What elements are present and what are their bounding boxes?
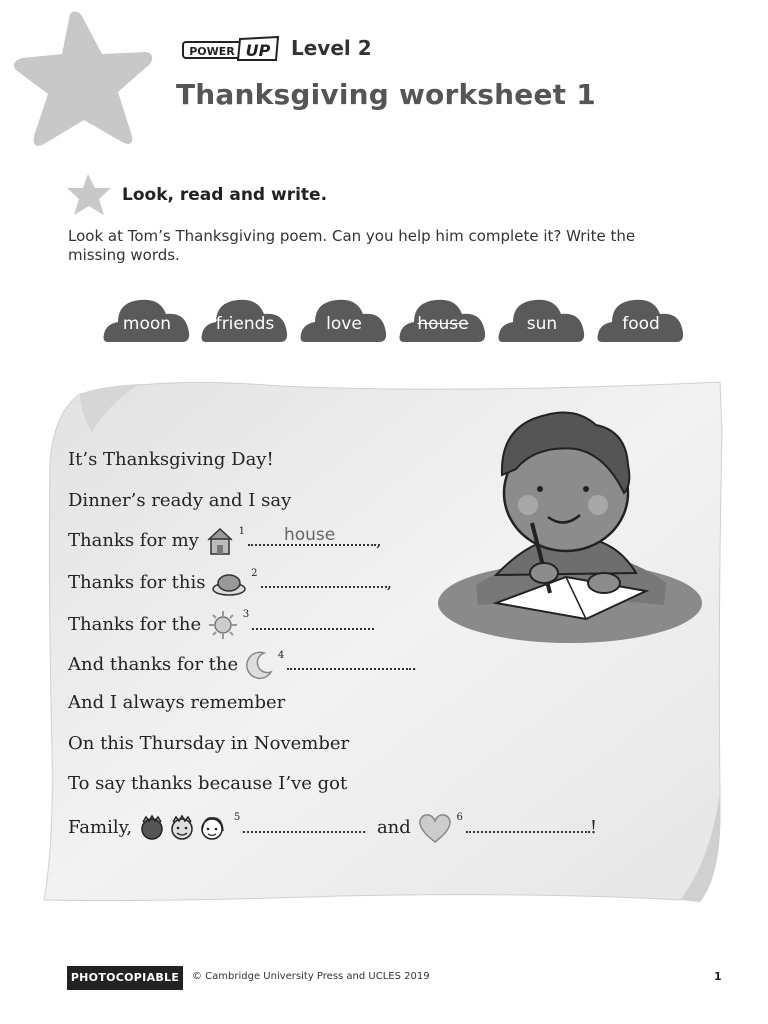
boy-writing-illustration: [436, 405, 704, 645]
poem-line-1: It’s Thanksgiving Day!: [68, 449, 274, 470]
word-friends: friends: [215, 314, 275, 334]
power-up-logo: [182, 36, 280, 62]
heart-love-icon: [417, 812, 453, 844]
blank-4[interactable]: [287, 650, 411, 670]
poem-line-5-text: Thanks for the: [68, 614, 202, 635]
poem-line-7: And I always remember: [68, 692, 286, 713]
poem-line-4-text: Thanks for this: [68, 572, 206, 593]
svg-text:UP: UP: [245, 41, 271, 60]
word-love: love: [326, 314, 362, 334]
word-cloud-food: [596, 294, 686, 344]
poem-line-10-text: Family,: [68, 817, 133, 838]
example-answer: house: [283, 525, 336, 545]
moon-icon: [244, 650, 274, 680]
blank-3[interactable]: [252, 610, 374, 630]
word-house-crossed-out: house: [417, 314, 469, 334]
turkey-food-icon: [211, 569, 247, 597]
page-title: Thanksgiving worksheet 1: [176, 78, 596, 111]
poem-line-5: Thanks for the $^3$: [68, 609, 374, 641]
word-cloud-friends: [200, 294, 290, 344]
blank-5[interactable]: [243, 813, 365, 833]
poem-line-6-text: And thanks for the: [68, 654, 239, 675]
exercise-description: Look at Tom’s Thanksgiving poem. Can you help him complete it? Write the missing words.: [68, 227, 636, 264]
word-cloud-sun: [497, 294, 587, 344]
word-moon: moon: [122, 314, 172, 334]
poem-line-8: On this Thursday in November: [68, 733, 350, 754]
page-number: 1: [714, 970, 722, 983]
poem-line-2: Dinner’s ready and I say: [68, 490, 292, 511]
word-sun: sun: [526, 314, 558, 334]
word-cloud-house: [398, 294, 488, 344]
copyright-text: © Cambridge University Press and UCLES 2019: [192, 971, 430, 982]
poem-line-6: And thanks for the $^4$ .: [68, 650, 417, 680]
poem-and: and: [376, 817, 411, 838]
level-label: Level 2: [291, 36, 372, 60]
poem-line-3-text: Thanks for my: [68, 530, 199, 551]
house-icon: [205, 526, 235, 556]
blank-6[interactable]: [466, 813, 590, 833]
blank-1[interactable]: [248, 526, 376, 546]
poem-line-10: Family, $^5$ and $^6$ !: [68, 812, 597, 844]
poem-line-3: Thanks for my $^1$ house ,: [68, 526, 382, 556]
blank-2[interactable]: [261, 568, 387, 588]
word-cloud-love: [299, 294, 389, 344]
star-bullet-icon: [66, 172, 114, 218]
word-food: food: [622, 314, 660, 334]
svg-text:POWER: POWER: [189, 45, 235, 58]
exercise-instruction: Look, read and write.: [122, 185, 328, 205]
photocopiable-badge: PHOTOCOPIABLE: [67, 966, 183, 990]
family-faces-icon: [138, 813, 230, 843]
poem-line-9: To say thanks because I’ve got: [68, 773, 348, 794]
poem-line-4: Thanks for this $^2$ ,: [68, 568, 392, 597]
word-cloud-moon: [102, 294, 192, 344]
sun-icon: [207, 609, 239, 641]
star-decoration-icon: [10, 8, 160, 153]
